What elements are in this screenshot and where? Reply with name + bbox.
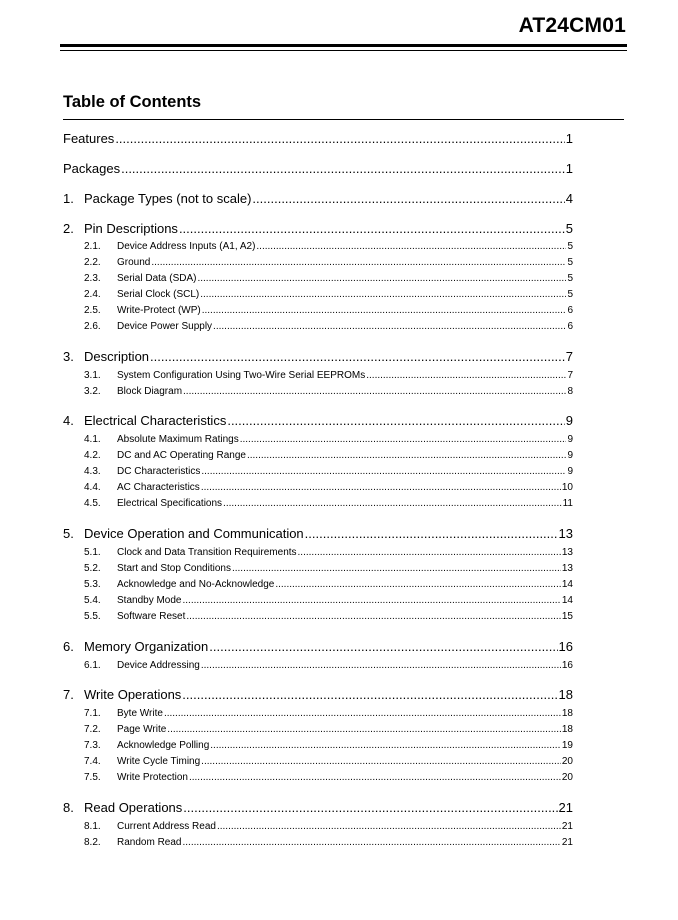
toc-leader-dots [200,289,566,300]
toc-entry-label[interactable]: DC Characteristics [117,466,201,477]
toc-leader-dots [227,413,564,428]
toc-entry-number: 5.3. [84,579,101,590]
toc-entry-number: 4.3. [84,466,101,477]
toc-leader-dots [182,687,557,702]
toc-entry-number: 8.2. [84,837,101,848]
toc-leader-dots [275,579,561,590]
toc-entry[interactable] [84,821,573,832]
toc-entry-label[interactable]: Device Power Supply [117,321,213,332]
toc-entry[interactable] [63,191,573,206]
toc-leader-dots [201,482,561,493]
toc-entry[interactable] [84,386,573,397]
document-title: AT24CM01 [518,14,626,37]
toc-entry-label[interactable]: Current Address Read [117,821,216,832]
toc-leader-dots [202,305,567,316]
toc-entry-label[interactable]: Clock and Data Transition Requirements [117,547,297,558]
toc-entry[interactable] [84,305,573,316]
toc-entry-page: 9 [565,413,573,428]
toc-entry-label[interactable]: Absolute Maximum Ratings [117,434,239,445]
toc-entry-number: 7.1. [84,708,101,719]
toc-entry[interactable] [84,257,573,268]
toc-entry-label[interactable]: Start and Stop Conditions [117,563,231,574]
toc-entry[interactable] [63,639,573,654]
toc-entry[interactable] [63,131,573,146]
toc-entry-page: 7 [565,349,573,364]
toc-leader-dots [150,349,565,364]
toc-entry-page: 9 [567,434,573,445]
toc-entry-page: 14 [561,595,573,606]
toc-entry-number: 2.2. [84,257,101,268]
toc-entry-label[interactable]: Read Operations [84,800,183,815]
toc-entry-page: 16 [561,660,573,671]
toc-entry-label[interactable]: Byte Write [117,708,163,719]
toc-entry-number: 5.2. [84,563,101,574]
toc-entry-page: 9 [567,450,573,461]
toc-entry[interactable] [84,241,573,252]
toc-leader-dots [164,708,561,719]
toc-entry-page: 6 [567,321,573,332]
toc-entry[interactable] [84,434,573,445]
toc-entry[interactable] [84,579,573,590]
toc-entry-page: 13 [558,526,573,541]
toc-entry-page: 19 [561,740,573,751]
toc-entry-number: 5.4. [84,595,101,606]
toc-leader-dots [201,660,561,671]
toc-entry[interactable] [84,547,573,558]
toc-leader-dots [240,434,567,445]
toc-entry[interactable] [63,413,573,428]
toc-leader-dots [209,639,557,654]
toc-leader-dots [247,450,566,461]
toc-entry-label[interactable]: Features [63,131,115,146]
toc-entry-number: 7.3. [84,740,101,751]
toc-entry-label[interactable]: Electrical Characteristics [84,413,227,428]
toc-entry-label[interactable]: Acknowledge and No-Acknowledge [117,579,275,590]
toc-entry[interactable] [84,724,573,735]
toc-entry[interactable] [84,289,573,300]
toc-leader-dots [186,611,561,622]
toc-entry-number: 6. [63,639,74,654]
toc-entry-label[interactable]: Block Diagram [117,386,183,397]
toc-entry[interactable] [84,595,573,606]
toc-leader-dots [115,131,564,146]
toc-entry-page: 5 [565,221,573,236]
toc-entry-number: 1. [63,191,74,206]
toc-entry-page: 5 [567,257,573,268]
toc-entry-label[interactable]: Write-Protect (WP) [117,305,201,316]
toc-entry-number: 2.5. [84,305,101,316]
toc-entry-label[interactable]: Page Write [117,724,167,735]
toc-entry-page: 21 [561,837,573,848]
toc-entry[interactable] [63,800,573,815]
toc-entry[interactable] [84,756,573,767]
toc-leader-dots [151,257,566,268]
toc-entry-number: 2.4. [84,289,101,300]
toc-leader-dots [210,740,561,751]
toc-entry-label[interactable]: Pin Descriptions [84,221,178,236]
toc-entry-number: 3.2. [84,386,101,397]
toc-entry-number: 7. [63,687,74,702]
toc-entry[interactable] [84,321,573,332]
toc-entry-page: 21 [558,800,573,815]
toc-entry[interactable] [84,482,573,493]
toc-entry-number: 4. [63,413,74,428]
toc-entry-label[interactable]: Serial Clock (SCL) [117,289,200,300]
toc-entry[interactable] [84,563,573,574]
toc-entry-number: 6.1. [84,660,101,671]
toc-entry-page: 15 [561,611,573,622]
toc-entry-number: 2. [63,221,74,236]
toc-entry-page: 20 [561,772,573,783]
toc-entry-number: 7.5. [84,772,101,783]
toc-entry-label[interactable]: Write Operations [84,687,182,702]
toc-entry-number: 5.1. [84,547,101,558]
toc-entry[interactable] [63,161,573,176]
toc-entry[interactable] [84,611,573,622]
toc-entry-label[interactable]: Packages [63,161,121,176]
toc-entry-label[interactable]: Write Cycle Timing [117,756,201,767]
toc-entry-number: 2.1. [84,241,101,252]
toc-entry-number: 4.2. [84,450,101,461]
toc-entry-number: 8.1. [84,821,101,832]
toc-leader-dots [305,526,558,541]
toc-heading: Table of Contents [63,93,202,111]
toc-entry-label[interactable]: Software Reset [117,611,186,622]
toc-entry[interactable] [84,740,573,751]
toc-entry-label[interactable]: DC and AC Operating Range [117,450,246,461]
toc-entry-label[interactable]: Random Read [117,837,182,848]
toc-entry-page: 11 [562,498,573,509]
toc-entry-page: 8 [567,386,573,397]
toc-entry-number: 4.5. [84,498,101,509]
toc-entry-label[interactable]: Description [84,349,150,364]
toc-entry-label[interactable]: Device Address Inputs (A1, A2) [117,241,256,252]
toc-entry-label[interactable]: Device Addressing [117,660,200,671]
toc-entry-label[interactable]: Acknowledge Polling [117,740,210,751]
toc-entry-label[interactable]: Package Types (not to scale) [84,191,252,206]
toc-entry[interactable] [63,221,573,236]
toc-entry-label[interactable]: Device Operation and Communication [84,526,304,541]
toc-entry-number: 5.5. [84,611,101,622]
toc-leader-dots [183,800,557,815]
toc-leader-dots [232,563,561,574]
toc-entry-label[interactable]: Serial Data (SDA) [117,273,197,284]
toc-entry[interactable] [84,498,573,509]
toc-entry-page: 16 [558,639,573,654]
toc-entry[interactable] [84,450,573,461]
toc-entry-label[interactable]: System Configuration Using Two-Wire Serial EEPROMs [117,370,366,381]
toc-entry-number: 2.3. [84,273,101,284]
toc-entry-number: 7.4. [84,756,101,767]
toc-leader-dots [213,321,566,332]
toc-entry-page: 18 [558,687,573,702]
toc-entry-page: 21 [561,821,573,832]
toc-entry-number: 4.1. [84,434,101,445]
toc-entry-page: 18 [561,724,573,735]
toc-entry-page: 9 [567,466,573,477]
toc-leader-dots [167,724,561,735]
toc-entry-page: 5 [567,273,573,284]
toc-entry-page: 20 [561,756,573,767]
toc-entry[interactable] [84,466,573,477]
toc-leader-dots [183,386,566,397]
toc-leader-dots [179,221,565,236]
toc-leader-dots [217,821,561,832]
toc-entry[interactable] [84,370,573,381]
toc-entry-page: 13 [561,563,573,574]
toc-entry[interactable] [84,837,573,848]
toc-entry-number: 8. [63,800,74,815]
toc-entry[interactable] [63,687,573,702]
toc-entry[interactable] [84,772,573,783]
toc-entry-number: 7.2. [84,724,101,735]
toc-entry-page: 7 [567,370,573,381]
toc-entry[interactable] [84,660,573,671]
toc-entry-page: 4 [565,191,573,206]
toc-entry-page: 1 [565,161,573,176]
toc-entry-label[interactable]: AC Characteristics [117,482,200,493]
toc-entry-number: 3. [63,349,74,364]
toc-entry[interactable] [63,349,573,364]
toc-entry-page: 6 [567,305,573,316]
toc-entry[interactable] [84,273,573,284]
toc-leader-dots [201,466,566,477]
toc-leader-dots [189,772,561,783]
toc-entry-page: 1 [565,131,573,146]
toc-leader-dots [256,241,566,252]
toc-entry-page: 10 [561,482,573,493]
toc-entry[interactable] [63,526,573,541]
toc-leader-dots [366,370,566,381]
toc-entry-page: 14 [561,579,573,590]
toc-entry-number: 2.6. [84,321,101,332]
toc-leader-dots [183,595,561,606]
toc-entry[interactable] [84,708,573,719]
toc-entry-label[interactable]: Electrical Specifications [117,498,223,509]
toc-leader-dots [201,756,561,767]
toc-entry-number: 3.1. [84,370,101,381]
toc-entry-number: 5. [63,526,74,541]
toc-entry-page: 5 [567,289,573,300]
toc-entry-label[interactable]: Memory Organization [84,639,209,654]
toc-entry-label[interactable]: Standby Mode [117,595,182,606]
toc-entry-page: 18 [561,708,573,719]
toc-leader-dots [121,161,565,176]
toc-entry-page: 13 [561,547,573,558]
toc-leader-dots [252,191,564,206]
toc-leader-dots [182,837,560,848]
toc-entry-label[interactable]: Ground [117,257,151,268]
toc-entry-number: 4.4. [84,482,101,493]
toc-entry-label[interactable]: Write Protection [117,772,188,783]
toc-leader-dots [197,273,566,284]
toc-leader-dots [223,498,562,509]
toc-entry-page: 5 [567,241,573,252]
toc-leader-dots [298,547,561,558]
